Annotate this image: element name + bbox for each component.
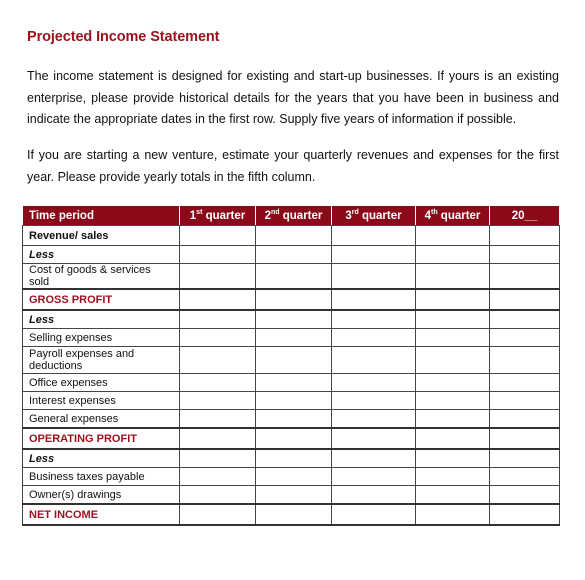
input-cell[interactable] xyxy=(256,468,332,486)
row-label-operating-profit: OPERATING PROFIT xyxy=(23,428,180,449)
input-cell[interactable] xyxy=(256,329,332,347)
input-cell[interactable] xyxy=(180,347,256,374)
row-label-business-taxes: Business taxes payable xyxy=(23,468,180,486)
table-row xyxy=(23,264,560,290)
input-cell[interactable] xyxy=(416,289,490,310)
table-row xyxy=(23,392,560,410)
input-cell[interactable] xyxy=(180,449,256,468)
row-label-owner-drawings: Owner(s) drawings xyxy=(23,486,180,505)
input-cell[interactable] xyxy=(180,264,256,290)
input-cell[interactable] xyxy=(180,226,256,246)
row-label-interest-expenses: Interest expenses xyxy=(23,392,180,410)
table-row xyxy=(23,347,560,374)
row-label-gross-profit: GROSS PROFIT xyxy=(23,289,180,310)
input-cell[interactable] xyxy=(180,486,256,505)
table-row xyxy=(23,486,560,505)
input-cell[interactable] xyxy=(416,264,490,290)
input-cell[interactable] xyxy=(256,504,332,525)
input-cell[interactable] xyxy=(332,410,416,429)
input-cell[interactable] xyxy=(180,310,256,329)
input-cell[interactable] xyxy=(416,246,490,264)
row-label-less: Less xyxy=(23,246,180,264)
input-cell[interactable] xyxy=(180,504,256,525)
input-cell[interactable] xyxy=(180,410,256,429)
input-cell[interactable] xyxy=(332,347,416,374)
input-cell[interactable] xyxy=(332,486,416,505)
input-cell[interactable] xyxy=(490,504,560,525)
input-cell[interactable] xyxy=(332,468,416,486)
input-cell[interactable] xyxy=(416,468,490,486)
table-row xyxy=(23,449,560,468)
input-cell[interactable] xyxy=(490,449,560,468)
input-cell[interactable] xyxy=(416,392,490,410)
input-cell[interactable] xyxy=(490,264,560,290)
table-row xyxy=(23,374,560,392)
input-cell[interactable] xyxy=(332,264,416,290)
input-cell[interactable] xyxy=(332,449,416,468)
input-cell[interactable] xyxy=(180,246,256,264)
input-cell[interactable] xyxy=(256,289,332,310)
input-cell[interactable] xyxy=(256,246,332,264)
input-cell[interactable] xyxy=(332,428,416,449)
input-cell[interactable] xyxy=(332,504,416,525)
input-cell[interactable] xyxy=(256,264,332,290)
input-cell[interactable] xyxy=(490,246,560,264)
input-cell[interactable] xyxy=(416,410,490,429)
table-row xyxy=(23,468,560,486)
input-cell[interactable] xyxy=(490,410,560,429)
input-cell[interactable] xyxy=(256,310,332,329)
input-cell[interactable] xyxy=(490,374,560,392)
table-row xyxy=(23,246,560,264)
header-q2: 2nd quarter xyxy=(256,206,332,226)
input-cell[interactable] xyxy=(416,486,490,505)
header-year: 20__ xyxy=(490,206,560,226)
header-q4: 4th quarter xyxy=(416,206,490,226)
input-cell[interactable] xyxy=(332,310,416,329)
row-label-payroll-expenses: Payroll expenses and deductions xyxy=(23,347,180,374)
input-cell[interactable] xyxy=(256,486,332,505)
table-row xyxy=(23,504,560,525)
input-cell[interactable] xyxy=(332,246,416,264)
input-cell[interactable] xyxy=(416,428,490,449)
input-cell[interactable] xyxy=(180,392,256,410)
input-cell[interactable] xyxy=(256,347,332,374)
row-label-less: Less xyxy=(23,449,180,468)
header-q3: 3rd quarter xyxy=(332,206,416,226)
row-label-cogs: Cost of goods & services sold xyxy=(23,264,180,290)
instruction-paragraph: If you are starting a new venture, estimate your quarterly revenues and expenses for the first year. Please provide yearly totals in the fifth column. xyxy=(27,148,559,184)
input-cell[interactable] xyxy=(490,329,560,347)
input-cell[interactable] xyxy=(180,428,256,449)
page-title: Projected Income Statement xyxy=(27,29,220,45)
input-cell[interactable] xyxy=(416,374,490,392)
input-cell[interactable] xyxy=(332,329,416,347)
input-cell[interactable] xyxy=(490,226,560,246)
input-cell[interactable] xyxy=(256,392,332,410)
header-time-period: Time period xyxy=(23,206,180,226)
row-label-office-expenses: Office expenses xyxy=(23,374,180,392)
header-q1: 1st quarter xyxy=(180,206,256,226)
intro-paragraph: The income statement is designed for existing and start-up businesses. If yours is an existing enterprise, please provide historical details for the years that you have been in business and indicate the appropriate dates in the first row. Supply five years of information if possible. xyxy=(27,69,559,126)
input-cell[interactable] xyxy=(490,289,560,310)
input-cell[interactable] xyxy=(416,504,490,525)
input-cell[interactable] xyxy=(416,347,490,374)
input-cell[interactable] xyxy=(490,428,560,449)
input-cell[interactable] xyxy=(416,226,490,246)
input-cell[interactable] xyxy=(180,289,256,310)
table-row xyxy=(23,289,560,310)
input-cell[interactable] xyxy=(490,310,560,329)
input-cell[interactable] xyxy=(332,374,416,392)
table-header-row xyxy=(23,206,560,226)
row-label-selling-expenses: Selling expenses xyxy=(23,329,180,347)
input-cell[interactable] xyxy=(180,329,256,347)
input-cell[interactable] xyxy=(332,226,416,246)
row-label-net-income: NET INCOME xyxy=(23,504,180,525)
input-cell[interactable] xyxy=(416,329,490,347)
row-label-less: Less xyxy=(23,310,180,329)
input-cell[interactable] xyxy=(332,392,416,410)
input-cell[interactable] xyxy=(490,392,560,410)
input-cell[interactable] xyxy=(490,347,560,374)
input-cell[interactable] xyxy=(490,486,560,505)
input-cell[interactable] xyxy=(256,410,332,429)
input-cell[interactable] xyxy=(180,374,256,392)
input-cell[interactable] xyxy=(180,468,256,486)
input-cell[interactable] xyxy=(416,449,490,468)
input-cell[interactable] xyxy=(256,226,332,246)
input-cell[interactable] xyxy=(256,449,332,468)
table-row xyxy=(23,410,560,429)
table-row xyxy=(23,428,560,449)
input-cell[interactable] xyxy=(332,289,416,310)
row-label-general-expenses: General expenses xyxy=(23,410,180,429)
input-cell[interactable] xyxy=(490,468,560,486)
table-row xyxy=(23,329,560,347)
input-cell[interactable] xyxy=(256,428,332,449)
table-row xyxy=(23,310,560,329)
table-row xyxy=(23,226,560,246)
input-cell[interactable] xyxy=(256,374,332,392)
input-cell[interactable] xyxy=(416,310,490,329)
row-label-revenue: Revenue/ sales xyxy=(23,226,180,246)
income-statement-table xyxy=(22,205,560,526)
